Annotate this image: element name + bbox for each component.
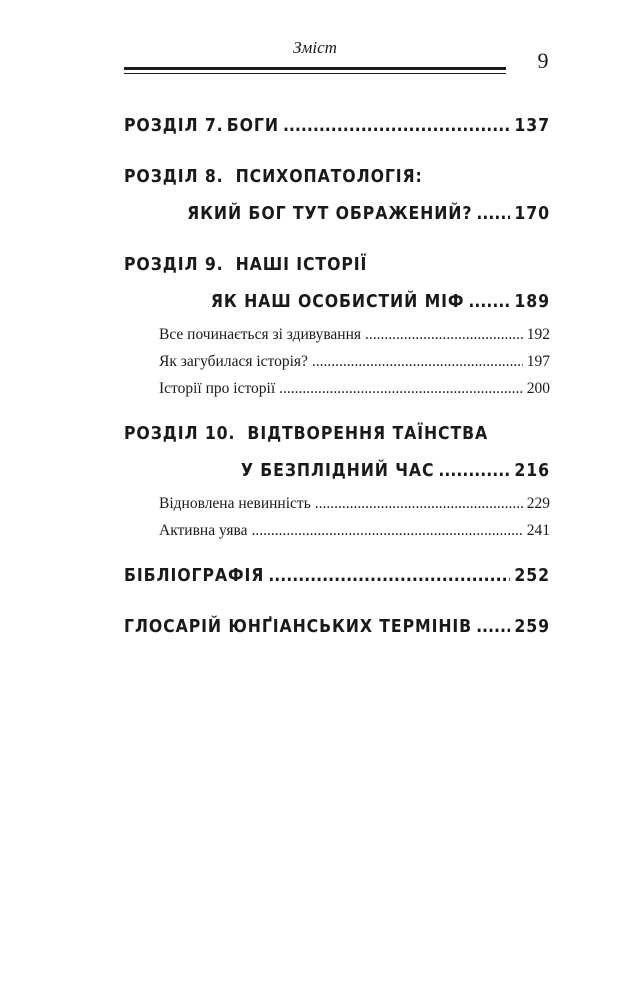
subsection-list — [124, 321, 550, 402]
dot-leader — [251, 517, 522, 544]
chapter-title-line1: ВІДТВОРЕННЯ ТАЇНСТВА — [247, 424, 489, 444]
toc-entry-chapter-7[interactable] — [124, 108, 550, 145]
toc-entry-chapter-9[interactable] — [124, 247, 550, 321]
running-header-title: Зміст — [293, 38, 337, 57]
chapter-title-line1: НАШІ ІСТОРІЇ — [235, 255, 368, 275]
entry-title: ГЛОСАРІЙ ЮНҐІАНСЬКИХ ТЕРМІНІВ — [124, 617, 473, 637]
page-ref: 241 — [526, 522, 550, 539]
header-rule-thin — [124, 73, 506, 74]
page-ref: 216 — [514, 461, 550, 481]
page-ref: 259 — [514, 617, 550, 637]
dot-leader — [365, 321, 523, 348]
header-rule-thick — [124, 67, 506, 70]
dot-leader — [438, 453, 510, 490]
page-ref: 229 — [526, 495, 550, 512]
subentry-title: Активна уява — [159, 522, 248, 539]
toc-entry-chapter-8[interactable] — [124, 159, 550, 233]
page-ref: 197 — [526, 353, 550, 370]
dot-leader — [315, 490, 523, 517]
dot-leader — [476, 609, 510, 646]
toc-subentry[interactable] — [159, 321, 550, 348]
page-number: 9 — [537, 48, 549, 73]
page-ref: 192 — [526, 326, 550, 343]
dot-leader — [283, 108, 510, 145]
table-of-contents — [124, 108, 550, 646]
subentry-title: Відновлена невинність — [159, 495, 311, 512]
entry-title: БІБЛІОГРАФІЯ — [124, 566, 265, 586]
chapter-title-line2: ЯК НАШ ОСОБИСТИЙ МІФ — [210, 292, 465, 312]
dot-leader — [268, 558, 510, 595]
dot-leader — [476, 196, 510, 233]
page-ref: 137 — [514, 116, 550, 136]
subentry-title: Історії про історії — [159, 380, 276, 397]
page-ref: 200 — [526, 380, 550, 397]
chapter-title-line2: У БЕЗПЛІДНИЙ ЧАС — [240, 461, 435, 481]
page-ref: 170 — [514, 204, 550, 224]
subentry-title: Все починається зі здивування — [159, 326, 362, 343]
chapter-label: РОЗДІЛ 7. — [124, 116, 224, 136]
chapter-label: РОЗДІЛ 10. — [124, 424, 236, 444]
dot-leader — [468, 284, 510, 321]
chapter-label: РОЗДІЛ 8. — [124, 167, 224, 187]
page-ref: 189 — [514, 292, 550, 312]
subentry-title: Як загубилася історія? — [159, 353, 308, 370]
chapter-label: РОЗДІЛ 9. — [124, 255, 224, 275]
page-ref: 252 — [514, 566, 550, 586]
dot-leader — [279, 375, 523, 402]
toc-entry-glossary[interactable] — [124, 609, 550, 646]
chapter-title-line2: ЯКИЙ БОГ ТУТ ОБРАЖЕНИЙ? — [187, 204, 473, 224]
toc-subentry[interactable] — [159, 517, 550, 544]
toc-subentry[interactable] — [159, 490, 550, 517]
dot-leader — [312, 348, 523, 375]
toc-entry-chapter-10[interactable] — [124, 416, 550, 490]
subsection-list — [124, 490, 550, 544]
toc-subentry[interactable] — [159, 348, 550, 375]
toc-subentry[interactable] — [159, 375, 550, 402]
toc-entry-bibliography[interactable] — [124, 558, 550, 595]
chapter-title-line1: ПСИХОПАТОЛОГІЯ: — [235, 167, 423, 187]
chapter-title: БОГИ — [226, 116, 279, 136]
